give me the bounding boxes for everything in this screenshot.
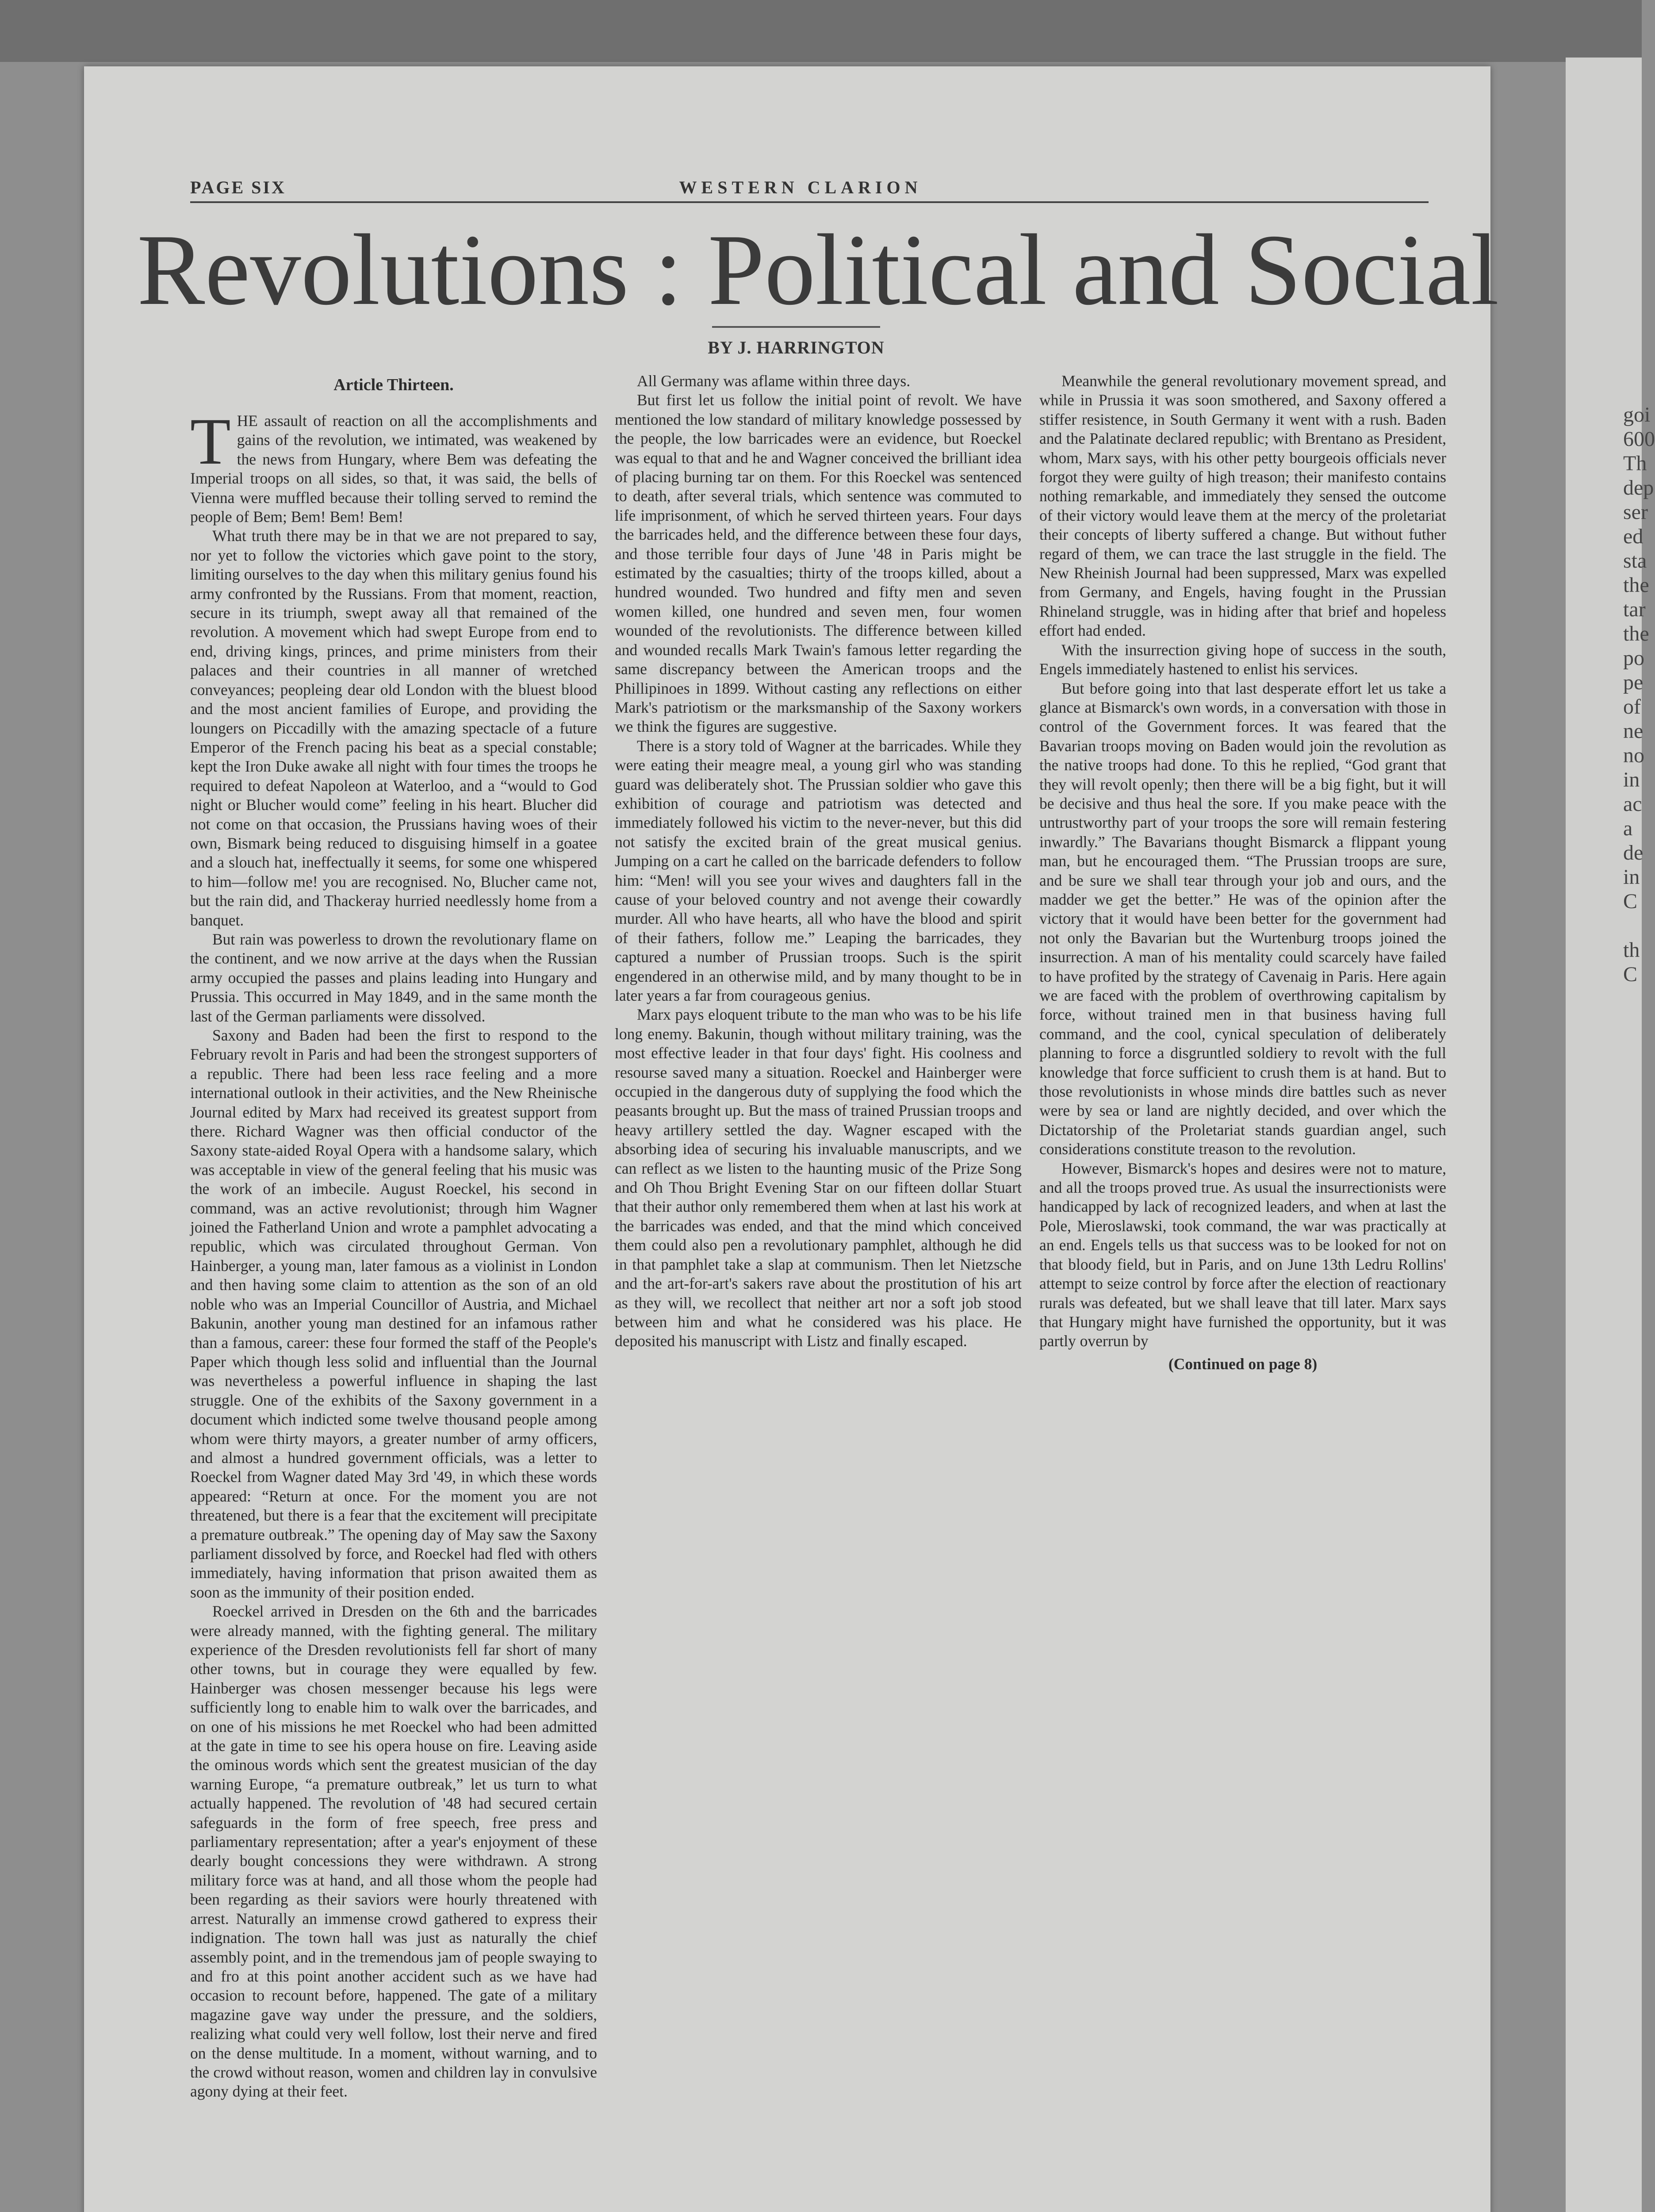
page-fragment: 600 xyxy=(1623,427,1655,451)
drop-cap: T xyxy=(190,405,231,478)
paragraph: All Germany was aflame within three days. xyxy=(637,372,911,390)
paragraph: With the insurrection giving hope of success in the south, Engels immediately hastened to enlist his services. xyxy=(1039,641,1446,678)
article-heading: Article Thirteen. xyxy=(333,376,454,394)
page-fragment: th xyxy=(1623,938,1640,962)
page-fragment: pe xyxy=(1623,671,1644,694)
page-fragment: goi xyxy=(1623,403,1651,426)
page-fragment: de xyxy=(1623,841,1644,864)
page-fragment: the xyxy=(1623,622,1649,645)
lead-paragraph xyxy=(190,405,597,526)
column-2 xyxy=(615,372,1022,2185)
paragraph: But rain was powerless to drown the revolutionary flame on the continent, and we now arrive at the days when the Russian army occupied the passes and plains leading into Hungary and Prussia. This occurred in May 1849, and in the same month the last of the German parliaments were dissolved. xyxy=(190,930,597,1025)
adjacent-page-edge xyxy=(1566,58,1655,2212)
paragraph-text: HE assault of reaction on all the accomplishments and gains of the revolution, we intimated, was weakened by the news from Hungary, where Bem was defeating the Imperial troops on all sides, so that, it was said, the bells of Vienna were muffled because their tolling served to remind the people of Bem; Bem! Bem! Bem! xyxy=(190,412,597,526)
paragraph: But first let us follow the initial point of revolt. We have mentioned the low standard of military knowledge possessed by the people, the low barricades were an evidence, but Roeckel was equal to that and he and Wagner conceived the brilliant idea of placing burning tar on them. For this Roeckel was sentenced to death, after several trials, which sentence was commuted to life imprisonment, of which he served thirteen years. Four days the barricades held, and the difference between these four days, and those terrible four days of June '48 in Paris might be estimated by the casualties; thirty of the troops killed, about a hundred wounded. Two hundred and fifty men and seven women killed, one hundred and seven men, four women wounded of the revolutionists. The difference between killed and wounded recalls Mark Twain's famous letter regarding the same discrepancy between the American troops and the Phillipinoes in 1899. Without casting any reflections on either Mark's patriotism or the marksmanship of the Saxony workers we think the figures are suggestive. xyxy=(615,391,1022,736)
page-fragment: in xyxy=(1623,865,1640,889)
page-fragment: po xyxy=(1623,646,1644,670)
page-fragment: in xyxy=(1623,768,1640,791)
paragraph: Marx pays eloquent tribute to the man who was to be his life long enemy. Bakunin, though without military training, was the most effective leader in that four days' fight. His coolness and resourse saved many a situation. Roeckel and Hainberger were occupied in the dangerous duty of supplying the food which the peasants brought up. But the mass of trained Prussian troops and heavy artillery settled the day. Wagner escaped with the absorbing idea of securing his invaluable manuscripts, and we can reflect as we listen to the haunting music of the Prize Song and Oh Thou Bright Evening Star on our fifteen dollar Stuart that their author only remembered them when at last his work at the barricades was ended, and that the mind which conceived them could also pen a revolutionary pamphlet, although he did in that pamphlet take a slap at communism. Then let Nietzsche and the art-for-art's sakers rave about the prostitution of his art as they will, we recollect that neither art nor a soft job stood between him and what he considered was his place. He deposited his manuscript with Listz and finally escaped. xyxy=(615,1006,1022,1350)
byline: BY J. HARRINGTON xyxy=(708,338,885,357)
article-title: Revolutions : Political and Social xyxy=(137,213,1499,326)
scanner-top-margin xyxy=(0,0,1642,62)
page-fragment: ser xyxy=(1623,500,1648,524)
paragraph: But before going into that last desperate effort let us take a glance at Bismarck's own words, in a conversation with those in control of the Government forces. It was feared that the Bavarian troops moving on Baden would join the revolution as the native troops had done. To this he replied, “God grant that they will revolt openly; then there will be a big fight, but it will be decisive and thus heal the sore. If you make peace with the untrustworthy part of your troops the sore will remain festering inwardly.” The Bavarians thought Bismarck a flippant young man, but he encouraged them. “The Prussian troops are sure, and be sure we shall tear through your job and ours, and the madder we get the better.” He was of the opinion after the victory that it would have been better for the government had not only the Bavarian but the Wurtenburg troops joined the insurrection. A man of his mentality could scarcely have failed to have profited by the strategy of Cavenaig in Paris. Here again we are faced with the problem of overthrowing capitalism by force, without trained men in that business having full command, and the cool, cynical speculation of deliberately planning to force a disgruntled soldiery to revolt with the full knowledge that force sufficient to crush them is at hand. But to those revolutionists in whose minds dire battles such as never were by sea or land are nightly decided, and over which the Dictatorship of the Proletariat stands guardian angel, such considerations constitute treason to the revolution. xyxy=(1039,679,1446,1158)
running-head xyxy=(190,177,1411,204)
page-fragment: C xyxy=(1623,963,1638,986)
page-fragment: tar xyxy=(1623,598,1646,621)
paper-name: WESTERN CLARION xyxy=(679,177,922,197)
paragraph: Meanwhile the general revolutionary movement spread, and while in Prussia it was soon smothered, and Saxony offered a stiffer resistence, in South Germany it went with a rush. Baden and the Palatinate declared republic; with Brentano as President, whom, Marx says, with his other petty bourgeois officials never forgot they were guilty of high treason; their manifesto contains nothing remarkable, and immediately they sensed the outcome of their victory would leave them at the mercy of the proletariat their concepts of liberty suffered a change. But without futher regard of them, we can trace the last struggle in the field. The New Rheinish Journal had been suppressed, Marx was expelled from Germany, and Engels, having fought in the Prussian Rhineland struggle, was in hiding after that brief and hopeless effort had ended. xyxy=(1039,372,1446,640)
byline-rule xyxy=(712,326,880,328)
page-fragment: a xyxy=(1623,817,1633,840)
page-label: PAGE SIX xyxy=(190,177,286,197)
page-fragment: of xyxy=(1623,695,1641,718)
paragraph: Saxony and Baden had been the first to respond to the February revolt in Paris and had been the strongest supporters of a republic. There had been less race feeling and a more international outlook in their activities, and the New Rheinische Journal edited by Marx had received its greatest support from there. Richard Wagner was then official conductor of the Saxony state-aided Royal Opera with a handsome salary, which was acceptable in view of the general feeling that his music was the work of an imbecile. August Roeckel, his second in command, was an active revolutionist; through him Wagner joined the Fatherland Union and wrote a pamphlet advocating a republic, which was circulated throughout German. Von Hainberger, a young man, later famous as a violinist in London and then having some claim to attention as the son of an old noble who was an Imperial Councillor of Austria, and Michael Bakunin, another young man destined for an infamous rather than a famous, career: these four formed the staff of the People's Paper which though less solid and influential than the Journal was nevertheless a powerful influence in shaping the last struggle. One of the exhibits of the Saxony government in a document which indicted some twelve thousand people among whom were thirty mayors, a greater number of army officers, and almost a hundred government officials, was a letter to Roeckel from Wagner dated May 3rd '49, in which these words appeared: “Return at once. For the moment you are not threatened, but there is a fear that the excitement will precipitate a premature outbreak.” The opening day of May saw the Saxony parliament dissolved by force, and Roeckel had fled with others immediately, having information that prison awaited them as soon as the immunity of their position ended. xyxy=(190,1026,597,1601)
page-fragment: dep xyxy=(1623,476,1654,499)
page-fragment: ed xyxy=(1623,525,1644,548)
header-rule xyxy=(190,201,1429,203)
page-fragment: ac xyxy=(1623,792,1642,816)
column-3 xyxy=(1039,372,1446,2185)
paragraph: There is a story told of Wagner at the barricades. While they were eating their meagre meal, a young girl who was standing guard was deliberately shot. The Prussian soldier who gave this exhibition of courage and patriotism was detected and immediately followed his victim to the never-never, but this did not satisfy the excited brain of the great musical genius. Jumping on a cart he called on the barricade defenders to follow him: “Men! will you see your wives and daughters fall in the cause of your beloved country and not avenge their cowardly murder. All who have hearts, all who have the blood and spirit of their fathers, follow me.” Leaping the barricades, they captured a number of Prussian troops. Such is the spirit engendered in an otherwise mild, and by many thought to be in later years a far from courageous genius. xyxy=(615,737,1022,1004)
newspaper-page xyxy=(84,66,1499,2212)
continued-notice: (Continued on page 8) xyxy=(1168,1355,1318,1373)
page-fragment: no xyxy=(1623,744,1644,767)
page-fragment: the xyxy=(1623,573,1649,597)
paragraph: What truth there may be in that we are not prepared to say, nor yet to follow the victories which gave point to the story, limiting ourselves to the day when this military genius found his army confronted by the Russians. From that moment, reaction, secure in its triumph, swept away all that remained of the revolution. A movement which had swept Europe from end to end, driving kings, princes, and prime ministers from their palaces and their countries in all manner of wretched conveyances; peopleing dear old London with the bluest blood and the most ancient families of Europe, and providing the loungers on Piccadilly with the amazing spectacle of a future Emperor of the French pacing his beat as a special constable; kept the Iron Duke awake all night with four times the troops he required to defeat Napoleon at Waterloo, and a “would to God night or Blucher would come” feeling in his heart. Blucher did not come on that occasion, the Prussians having woes of their own, Bismark being reduced to disguising himself in a goatee and a slouch hat, ineffectually it seems, for some one whispered to him—follow me! you are recognised. No, Blucher came not, but the rain did, and Thackeray hurried needlessly home from a banquet. xyxy=(190,527,597,929)
page-fragment: sta xyxy=(1623,549,1647,572)
page-fragment: C xyxy=(1623,890,1638,913)
page-fragment: ne xyxy=(1623,719,1644,743)
paragraph: Roeckel arrived in Dresden on the 6th and the barricades were already manned, with the fighting general. The military experience of the Dresden revolutionists fell far short of many other towns, but in courage they were equalled by few. Hainberger was chosen messenger because his legs were sufficiently long to enable him to walk over the barricades, and on one of his missions he met Roeckel who had been admitted at the gate in time to see his opera house on fire. Leaving aside the ominous words which sent the greatest musician of the day warning Europe, “a premature outbreak,” let us turn to what actually happened. The revolution of '48 had secured certain safeguards in the form of free speech, free press and parliamentary representation; after a year's enjoyment of these dearly bought concessions they were withdrawn. A strong military force was at hand, and all those whom the people had been regarding as their saviors were hourly threatened with arrest. Naturally an immense crowd gathered to express their indignation. The town hall was just as naturally the chief assembly point, and in the tremendous jam of people swaying to and fro at this point another accident such as we have had occasion to recount before, happened. The gate of a military magazine gave way under the pressure, and the soldiers, realizing what could very well follow, lost their nerve and fired on the dense multitude. In a moment, without warning, and to the crowd without reason, women and children lay in convulsive agony dying at their feet. xyxy=(190,1602,597,2101)
paragraph: However, Bismarck's hopes and desires were not to mature, and all the troops proved true. As usual the insurrectionists were handicapped by lack of recognized leaders, and when at last the Pole, Mieroslawski, took command, the war was practically at an end. Engels tells us that success was to be looked for not on that bloody field, but in Paris, and on June 13th Ledru Rollins' attempt to seize control by force after the election of reactionary rurals was defeated, but we shall leave that till later. Marx says that Hungary might have furnished the opportunity, but it was partly overrun by xyxy=(1039,1159,1446,1350)
page-fragment: Th xyxy=(1623,452,1647,475)
column-1 xyxy=(190,372,597,2185)
